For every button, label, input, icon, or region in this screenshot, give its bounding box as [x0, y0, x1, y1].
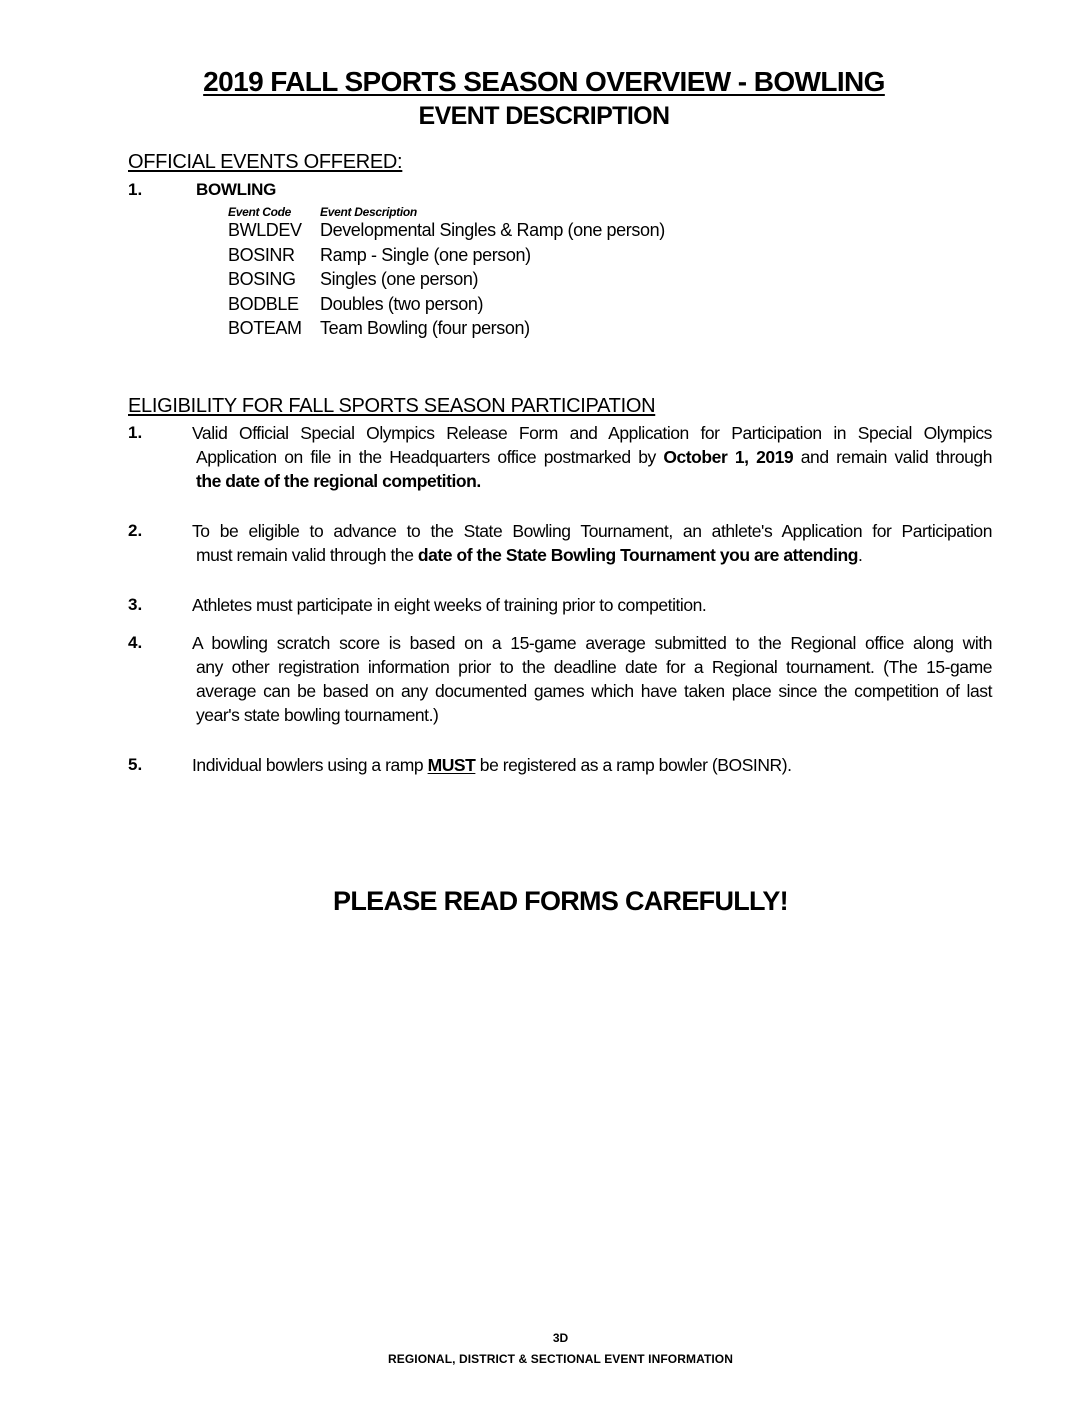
text-line: Individual bowlers using a ramp MUST be registered as a ramp bowler (BOSINR).: [192, 755, 792, 775]
text-line: must remain valid through the date of the State Bowling Tournament you are attending.: [196, 545, 863, 565]
document-title: 2019 FALL SPORTS SEASON OVERVIEW - BOWLING: [203, 66, 885, 97]
sport-number: 1.: [128, 180, 143, 199]
eligibility-item-text: [192, 631, 992, 727]
text-line: Application on file in the Headquarters office postmarked by October 1, 2019 and remain valid through: [196, 447, 992, 467]
event-code-column-header: Event Code: [228, 205, 292, 219]
document-subtitle: EVENT DESCRIPTION: [418, 102, 670, 130]
event-description-column-header: Event Description: [320, 205, 417, 219]
page-number: 3D: [552, 1331, 569, 1345]
eligibility-item-text: [192, 421, 992, 493]
event-code: BOSING: [228, 269, 296, 289]
footer-text: REGIONAL, DISTRICT & SECTIONAL EVENT INFORMATION: [387, 1352, 734, 1366]
event-code: BODBLE: [228, 294, 299, 314]
eligibility-section-heading: ELIGIBILITY FOR FALL SPORTS SEASON PARTICIPATION: [128, 395, 656, 417]
event-code: BOSINR: [228, 245, 295, 265]
eligibility-item-number: 1.: [128, 423, 143, 442]
event-code: BWLDEV: [228, 220, 302, 240]
eligibility-item-text: [192, 753, 992, 777]
text-line: A bowling scratch score is based on a 15-game average submitted to the Regional office along with: [192, 633, 992, 653]
text-line: year's state bowling tournament.): [196, 705, 439, 725]
sport-name: BOWLING: [196, 180, 277, 199]
text-line: Athletes must participate in eight weeks of training prior to competition.: [192, 595, 707, 615]
text-line: Valid Official Special Olympics Release Form and Application for Participation in Special Olympics: [192, 423, 992, 443]
eligibility-item-number: 3.: [128, 595, 143, 614]
events-section-heading: OFFICIAL EVENTS OFFERED:: [128, 151, 403, 173]
eligibility-item-number: 5.: [128, 755, 143, 774]
text-line: average can be based on any documented games which have taken place since the competition of last: [196, 681, 992, 701]
eligibility-item-number: 4.: [128, 633, 143, 652]
eligibility-item-text: [192, 593, 992, 617]
event-description: Developmental Singles & Ramp (one person): [320, 220, 665, 240]
event-description: Doubles (two person): [320, 294, 484, 314]
eligibility-item-text: [192, 519, 992, 567]
text-line: To be eligible to advance to the State Bowling Tournament, an athlete's Application for Participation: [192, 521, 992, 541]
event-code: BOTEAM: [228, 318, 302, 338]
text-line: any other registration information prior to the deadline date for a Regional tournament. (The 15-game: [196, 657, 992, 677]
read-forms-notice: PLEASE READ FORMS CAREFULLY!: [333, 886, 788, 916]
event-description: Ramp - Single (one person): [320, 245, 531, 265]
event-description: Singles (one person): [320, 269, 479, 289]
text-line: the date of the regional competition.: [196, 471, 481, 491]
eligibility-item-number: 2.: [128, 521, 143, 540]
event-description: Team Bowling (four person): [320, 318, 530, 338]
